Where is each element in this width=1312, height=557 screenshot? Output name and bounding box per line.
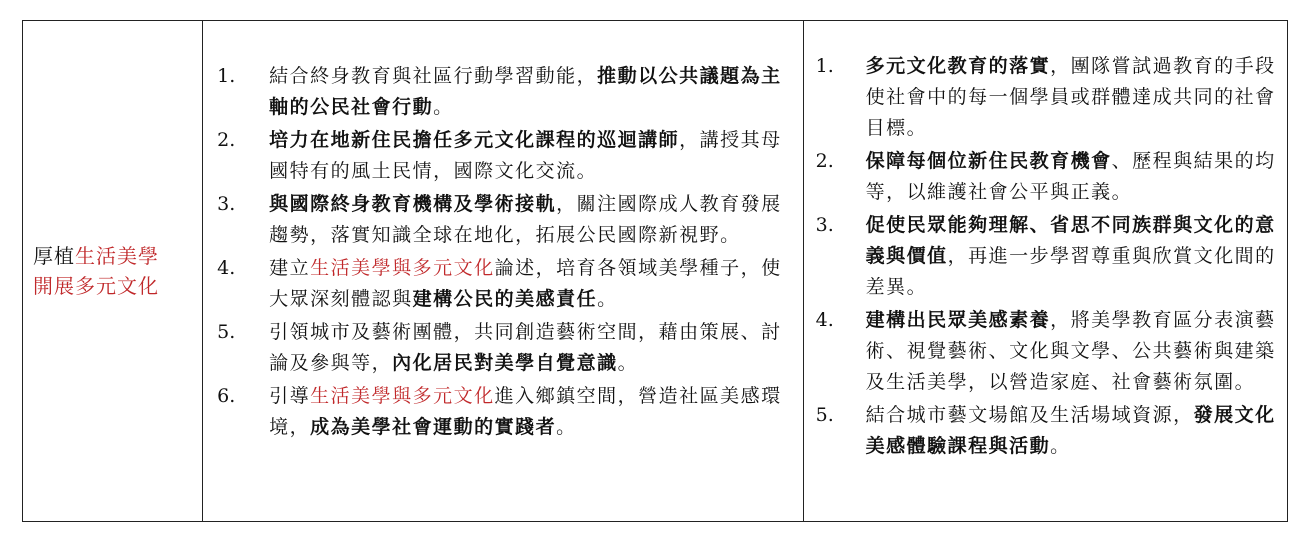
- text-segment: 發展文化美感體驗課程與活動: [865, 404, 1276, 457]
- item-text: [269, 125, 794, 187]
- text-segment: 結合城市藝文場館及生活場域資源，: [865, 404, 1194, 426]
- list-item: [816, 210, 1277, 303]
- text-segment: 。: [597, 288, 618, 310]
- item-number: 2.: [217, 129, 236, 151]
- text-segment: 保障每個位新住民教育機會: [865, 150, 1112, 172]
- item-text: [269, 61, 794, 123]
- outcome-cell: [803, 21, 1287, 522]
- theme-label-cell: [23, 21, 203, 522]
- text-segment: ，將美學教育區分表演藝術、視覺藝術、文化與文學、公共藝術與建築及生活美學，以營造家庭、社會藝術氛圍。: [865, 309, 1276, 393]
- text-segment: 結合終身教育與社區行動學習動能，: [269, 65, 598, 87]
- item-number: 6.: [217, 385, 236, 407]
- text-segment: 生活美學: [75, 244, 159, 268]
- list-item: [217, 317, 794, 379]
- text-segment: 建立: [269, 257, 311, 279]
- goals-table: [22, 20, 1288, 522]
- item-number: 5.: [217, 321, 236, 343]
- text-segment: 多元文化教育的落實: [865, 55, 1051, 77]
- item-text: [866, 305, 1277, 398]
- list-item: [217, 189, 794, 251]
- text-segment: 與國際終身教育機構及學術接軌: [269, 193, 557, 215]
- item-number: 5.: [815, 404, 834, 426]
- item-text: [866, 51, 1277, 144]
- text-segment: 。: [617, 352, 639, 374]
- item-number: 4.: [217, 257, 236, 279]
- text-segment: 建構公民的美感責任: [412, 288, 598, 310]
- text-segment: 建構出民眾美感素養: [865, 309, 1051, 331]
- text-segment: 生活美學與多元文化: [310, 257, 495, 279]
- list-item: [816, 400, 1277, 462]
- list-item: [217, 253, 794, 315]
- item-number: 1.: [815, 55, 834, 77]
- item-number: 1.: [217, 65, 236, 87]
- text-segment: 生活美學與多元文化: [310, 385, 495, 407]
- text-segment: 引領城市及藝術團體，共同創造藝術空間，藉由策展、討論及參與等，: [269, 321, 782, 374]
- text-segment: ，關注國際成人教育發展趨勢，落實知識全球在地化，拓展公民國際新視野。: [269, 193, 782, 246]
- text-segment: ，講授其母國特有的風土民情，國際文化交流。: [269, 129, 782, 182]
- list-item: [816, 305, 1277, 398]
- item-text: [269, 253, 794, 315]
- theme-label: [23, 241, 202, 301]
- text-segment: 成為美學社會運動的實踐者: [310, 416, 557, 438]
- text-segment: ，再進一步學習尊重與欣賞文化間的差異。: [865, 245, 1276, 298]
- list-item: [217, 61, 794, 123]
- text-segment: 培力在地新住民擔任多元文化課程的巡迴講師: [269, 129, 680, 151]
- item-number: 2.: [815, 150, 834, 172]
- list-item: [217, 125, 794, 187]
- strategy-list: [203, 21, 802, 443]
- item-text: [269, 317, 794, 379]
- text-segment: 引導: [269, 385, 311, 407]
- text-segment: 、歷程與結果的均等，以維護社會公平與正義。: [865, 150, 1276, 203]
- text-segment: 。: [556, 416, 577, 438]
- item-number: 3.: [815, 214, 834, 236]
- item-number: 4.: [815, 309, 834, 331]
- item-text: [866, 400, 1277, 462]
- list-item: [816, 146, 1277, 208]
- text-segment: 進入鄉鎮空間，營造社區美感環境，: [269, 385, 782, 438]
- text-segment: 推動以公共議題為主軸的公民社會行動: [269, 65, 782, 118]
- item-text: [269, 189, 794, 251]
- theme-label-line-2: [33, 271, 202, 301]
- list-item: [816, 51, 1277, 144]
- item-text: [866, 146, 1277, 208]
- item-text: [866, 210, 1277, 303]
- outcome-list: [804, 21, 1287, 462]
- text-segment: ，團隊嘗試過教育的手段使社會中的每一個學員或群體達成共同的社會目標。: [865, 55, 1276, 139]
- strategy-cell: [203, 21, 803, 522]
- list-item: [217, 381, 794, 443]
- text-segment: 。: [433, 96, 454, 118]
- item-text: [269, 381, 794, 443]
- table-row: [23, 21, 1288, 522]
- text-segment: 論述，培育各領域美學種子，使大眾深刻體認與: [269, 257, 782, 310]
- text-segment: 內化居民對美學自覺意識: [392, 352, 618, 374]
- text-segment: 。: [1050, 435, 1071, 457]
- text-segment: 促使民眾能夠理解、省思不同族群與文化的意義與價值: [865, 214, 1276, 267]
- text-segment: 開展多元文化: [33, 274, 159, 298]
- text-segment: 厚植: [33, 244, 75, 268]
- item-number: 3.: [217, 193, 236, 215]
- theme-label-line-1: [33, 241, 202, 271]
